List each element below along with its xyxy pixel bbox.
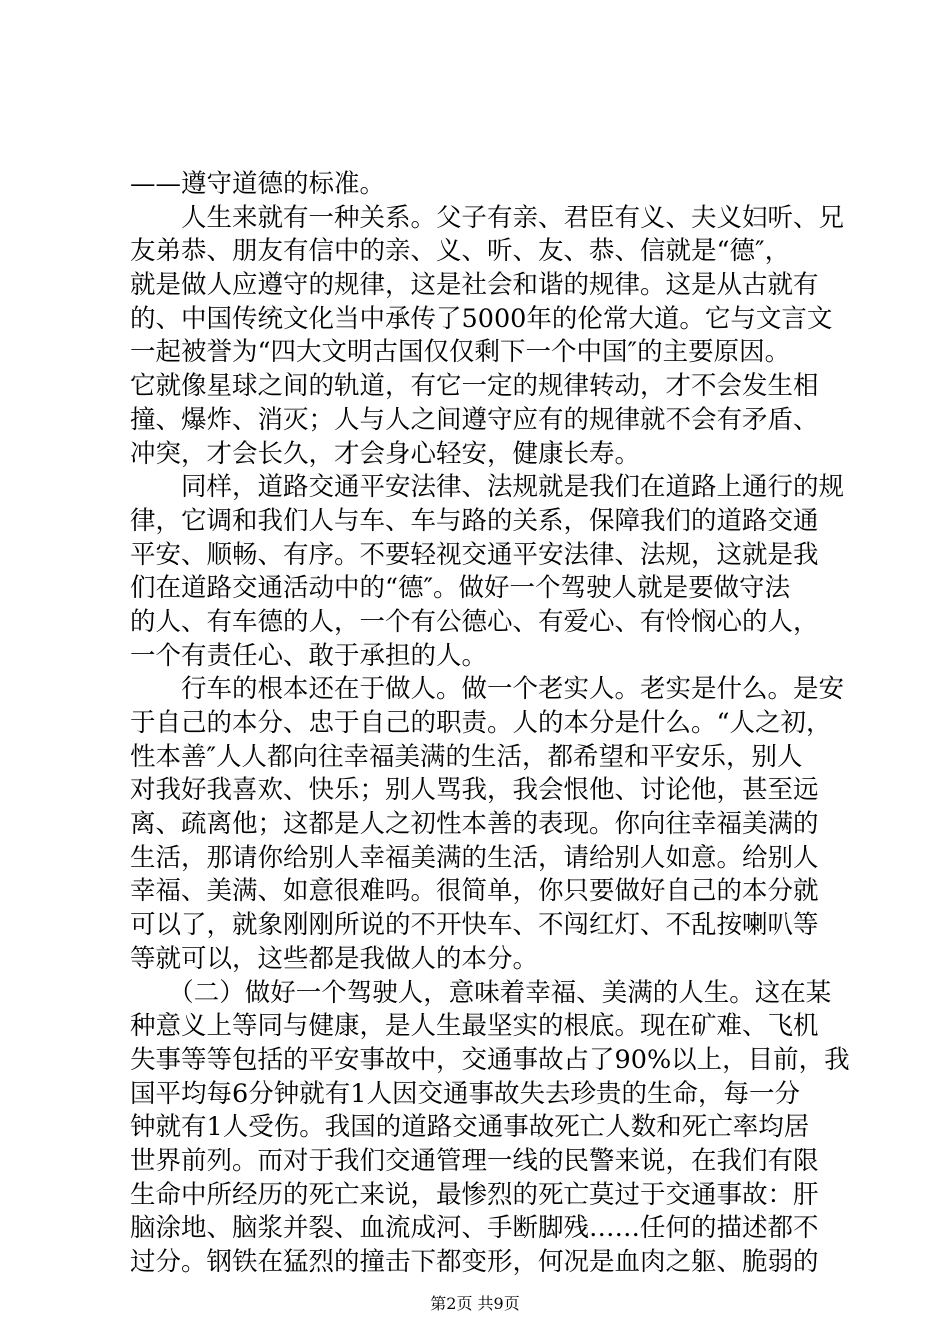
text-line: 平安、顺畅、有序。不要轻视交通平安法律、法规，这就是我 [130,539,819,570]
text-line: ——遵守道德的标准。 [130,169,386,199]
text-line: 冲突，才会长久，才会身心轻安，健康长寿。 [130,438,641,469]
text-line: 的、中国传统文化当中承传了5000年的伦常大道。它与文言文 [130,303,833,334]
text-line: 过分。钢铁在猛烈的撞击下都变形，何况是血肉之躯、脆弱的 [130,1247,819,1277]
text-line: 等就可以，这些都是我做人的本分。 [130,943,539,974]
page-number-footer: 第2页 共9页 [430,1294,520,1313]
text-line: 世界前列。而对于我们交通管理一线的民警来说，在我们有限 [130,1145,819,1176]
text-line: 行车的根本还在于做人。做一个老实人。老实是什么。是安 [130,674,845,705]
text-line: 友弟恭、朋友有信中的亲、义、听、友、恭、信就是“德″， [130,236,791,267]
text-line: 脑涂地、脑浆并裂、血流成河、手断脚残……任何的描述都不 [130,1213,819,1244]
text-line: 们在道路交通活动中的“德″。做好一个驾驶人就是要做守法 [130,573,791,604]
text-line: 对我好我喜欢、快乐；别人骂我，我会恨他、讨论他，甚至远 [130,775,819,806]
text-line: 钟就有1人受伤。我国的道路交通事故死亡人数和死亡率均居 [130,1112,810,1143]
text-line: 幸福、美满、如意很难吗。很简单，你只要做好自己的本分就 [130,876,819,907]
text-line: 就是做人应遵守的规律，这是社会和谐的规律。这是从古就有 [130,270,819,301]
text-line: （二）做好一个驾驶人，意味着幸福、美满的人生。这在某 [130,977,832,1008]
text-line: 一起被誉为“四大文明古国仅仅剩下一个中国″的主要原因。 [130,337,791,368]
text-line: 撞、爆炸、消灭；人与人之间遵守应有的规律就不会有矛盾、 [130,404,819,435]
text-line: 国平均每6分钟就有1人因交通事故失去珍贵的生命，每一分 [130,1078,800,1109]
text-line: 律，它调和我们人与车、车与路的关系，保障我们的道路交通 [130,505,819,536]
text-line: 性本善″人人都向往幸福美满的生活，都希望和平安乐，别人 [130,741,803,772]
text-line: 失事等等包括的平安事故中，交通事故占了90%以上，目前，我 [130,1044,850,1075]
text-line: 人生来就有一种关系。父子有亲、君臣有义、夫义妇听、兄 [130,202,845,233]
text-line: 同样，道路交通平安法律、法规就是我们在道路上通行的规 [130,472,845,503]
text-line: 生活，那请你给别人幸福美满的生活，请给别人如意。给别人 [130,842,819,873]
text-line: 种意义上等同与健康，是人生最坚实的根底。现在矿难、飞机 [130,1011,819,1042]
text-line: 一个有责任心、敢于承担的人。 [130,640,488,671]
document-body [130,168,850,1280]
text-line: 它就像星球之间的轨道，有它一定的规律转动，才不会发生相 [130,371,819,402]
text-line: 于自己的本分、忠于自己的职责。人的本分是什么。“人之初， [130,708,832,738]
text-line: 可以了，就象刚刚所说的不开快车、不闯红灯、不乱按喇叭等 [130,910,819,941]
text-line: 的人、有车德的人，一个有公德心、有爱心、有怜悯心的人， [130,606,819,637]
text-line: 生命中所经历的死亡来说，最惨烈的死亡莫过于交通事故：肝 [130,1179,819,1210]
text-line: 离、疏离他；这都是人之初性本善的表现。你向往幸福美满的 [130,809,819,840]
